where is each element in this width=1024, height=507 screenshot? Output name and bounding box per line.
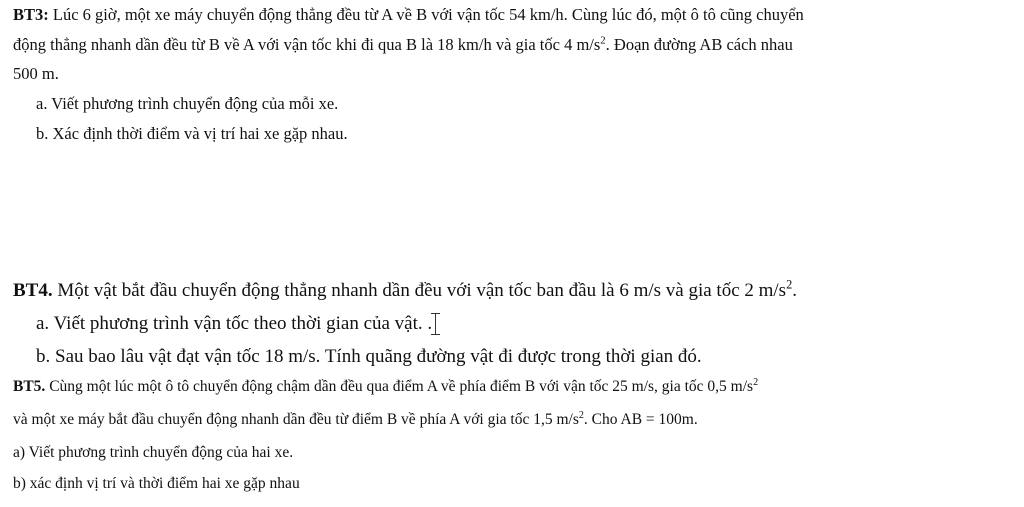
bt3-line-2: [13, 35, 793, 55]
bt3-item-b: b. Xác định thời điểm và vị trí hai xe gặp nhau.: [36, 124, 348, 143]
bt5-line-2: [13, 411, 698, 429]
superscript: 2: [753, 376, 759, 388]
bt3-label: BT3:: [13, 5, 49, 24]
bt3-item-a: a. Viết phương trình chuyển động của mỗi xe.: [36, 94, 339, 113]
bt5-text-2b: . Cho AB = 100m.: [583, 411, 698, 428]
bt3-line-1: [13, 5, 804, 25]
bt5-text-1: Cùng một lúc một ô tô chuyển động chậm dần đều qua điểm A về phía điểm B với vận tốc 25 m/s, gia tốc 0,5 m/s: [45, 378, 754, 395]
superscript: 2: [786, 277, 793, 292]
bt3-text-2b: . Đoạn đường AB cách nhau: [605, 35, 793, 54]
superscript: 2: [600, 34, 606, 47]
bt5-label: BT5.: [13, 378, 46, 395]
bt4-text-1: Một vật bắt đầu chuyển động thẳng nhanh dần đều với vận tốc ban đầu là 6 m/s và gia tốc 2 m/s: [52, 280, 787, 301]
bt5-item-a: a) Viết phương trình chuyển động của hai xe.: [13, 444, 294, 461]
bt3-text-2a: động thẳng nhanh dần đều từ B về A với vận tốc khi đi qua B là 18 km/h và gia tốc 4 m/s: [13, 35, 601, 54]
bt4-label: BT4.: [13, 280, 53, 301]
bt4-item-a: a. Viết phương trình vận tốc theo thời gian của vật. .: [36, 313, 433, 334]
bt3-text-1: Lúc 6 giờ, một xe máy chuyển động thẳng đều từ A về B với vận tốc 54 km/h. Cùng lúc đó, một ô tô cũng chuyển: [52, 5, 804, 24]
bt4-text-1-end: .: [792, 280, 797, 301]
bt5-item-b: b) xác định vị trí và thời điểm hai xe gặp nhau: [13, 475, 300, 492]
bt5-text-2a: và một xe máy bắt đầu chuyển động nhanh dần đều từ điểm B về phía A với gia tốc 1,5 m/s: [13, 411, 579, 428]
bt3-line-3: 500 m.: [13, 64, 59, 83]
bt4-item-b: b. Sau bao lâu vật đạt vận tốc 18 m/s. Tính quãng đường vật đi được trong thời gian đó.: [36, 346, 702, 367]
superscript: 2: [578, 409, 584, 421]
bt5-line-1: [13, 378, 758, 396]
text-cursor-icon: [435, 313, 445, 335]
bt4-line-1: [13, 277, 797, 302]
